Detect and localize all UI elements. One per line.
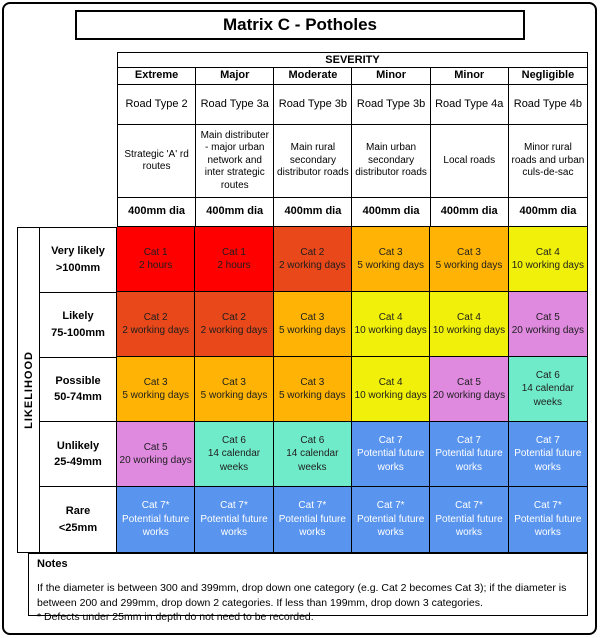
likelihood-header: LIKELIHOOD [22,351,35,429]
cell-response: 2 working days [122,325,190,336]
cell-category: Cat 6 [222,434,246,446]
matrix-cell [430,487,508,552]
road-type-cell: Road Type 3b [274,85,352,124]
cell-response: 2 hours [138,260,173,271]
matrix-cell [117,292,195,357]
matrix-cell [117,487,195,552]
row-label-range: 25-49mm [54,456,102,469]
cell-response: 20 working days [432,390,506,401]
cell-category: Cat 6 [300,434,325,446]
row-label-text: Rare [65,505,91,518]
matrix-cell [352,227,430,292]
cell-category: Cat 7 [457,434,481,446]
matrix-cell [117,227,195,292]
cell-category: Cat 7 [378,434,403,446]
cell-category: Cat 3 [143,376,168,388]
likelihood-row-label [40,293,116,358]
likelihood-row-label [40,228,116,293]
severity-name-cell: Negligible [521,69,575,82]
cell-category: Cat 2 [300,246,325,258]
cell-category: Cat 5 [143,441,168,453]
cell-response: Potential future works [435,513,503,539]
cell-response: 5 working days [278,390,346,401]
cell-response: Potential future works [514,448,582,473]
road-description-cell: Main distributer - major urban network and inter strategic routes [196,125,274,197]
severity-header-table [117,52,588,227]
cell-category: Cat 5 [457,376,481,388]
likelihood-row-label [40,422,116,487]
cell-response: Potential future works [514,513,582,539]
matrix-cell [509,292,587,357]
cell-category: Cat 1 [143,246,168,258]
severity-name-cell: Extreme [118,68,196,84]
matrix-cell [352,357,430,422]
cell-category: Cat 1 [222,246,246,258]
matrix-cell [274,357,352,422]
cell-category: Cat 7* [220,500,248,512]
diameters-row [118,198,587,226]
road-description-cell: Main rural secondary distributor roads [274,125,352,197]
severity-name-cell: Moderate [274,68,352,84]
row-label-text: Unlikely [56,439,100,452]
cell-response: 10 working days [354,325,427,336]
cell-response: 20 working days [119,455,192,466]
page-title: Matrix C - Potholes [223,15,377,34]
road-type-cell: Road Type 3a [196,85,274,124]
cell-response: 14 calendar weeks [207,448,261,473]
matrix-cell [195,487,273,552]
cell-response: 10 working days [511,260,584,271]
likelihood-row-labels [40,227,117,553]
matrix-cell [195,292,273,357]
cell-category: Cat 7* [376,500,405,512]
cell-category: Cat 4 [535,246,560,258]
matrix-cell [352,422,430,487]
matrix-cell [430,357,508,422]
row-label-text: Possible [55,374,101,387]
diameter-cell: 400mm dia [274,198,352,226]
road-description-cell: Minor rural roads and urban culs-de-sac [511,142,585,179]
cell-response: Potential future works [435,448,503,473]
matrix-cell [274,487,352,552]
cell-response: Potential future works [200,513,268,539]
cell-response: 14 calendar weeks [521,383,574,408]
cell-category: Cat 3 [378,246,403,258]
matrix-cell [117,422,195,487]
row-label-range: >100mm [55,261,101,274]
title-box [75,10,525,40]
severity-name-cell: Minor [431,68,509,84]
matrix-cell [430,292,508,357]
matrix-cell [352,487,430,552]
diameter-cell: 400mm dia [196,198,274,226]
cell-response: 10 working days [432,325,506,336]
cell-category: Cat 3 [457,246,481,258]
cell-category: Cat 7 [535,434,560,446]
likelihood-header-box [17,227,40,553]
cell-category: Cat 4 [378,311,403,323]
matrix-cell [117,357,195,422]
cell-category: Cat 7* [141,500,170,512]
cell-response: 10 working days [354,390,427,401]
road-description-cell: Local roads [431,125,509,197]
cell-category: Cat 3 [300,311,325,323]
cell-response: Potential future works [357,513,425,539]
cell-category: Cat 3 [300,376,325,388]
cell-category: Cat 4 [457,311,481,323]
cell-response: 2 working days [200,325,268,336]
row-label-range: <25mm [58,521,98,534]
severity-header: SEVERITY [118,53,587,68]
likelihood-row-label [40,358,116,423]
cell-category: Cat 6 [535,369,560,381]
cell-category: Cat 7* [455,500,483,512]
cell-response: Potential future works [278,513,346,539]
cell-response: Potential future works [357,448,425,473]
cell-category: Cat 2 [222,311,246,323]
severity-names-row [118,68,587,85]
row-label-text: Likely [62,310,94,323]
matrix-cell [195,357,273,422]
road-descriptions-row [118,125,587,198]
row-label-range: 75-100mm [51,326,105,339]
matrix-cell [195,422,273,487]
notes-heading: Notes [37,558,68,570]
matrix-cell [509,422,587,487]
severity-name-cell: Major [196,68,274,84]
matrix-cell [430,227,508,292]
road-types-row [118,85,587,125]
row-label-range: 50-74mm [54,391,102,404]
road-type-cell: Road Type 3b [352,85,430,124]
diameter-cell: 400mm dia [519,205,577,218]
cell-category: Cat 4 [378,376,403,388]
diameter-cell: 400mm dia [431,198,509,226]
matrix-cell [195,227,273,292]
matrix-cell [509,357,587,422]
severity-name-cell: Minor [352,68,430,84]
cell-response: 5 working days [278,325,346,336]
cell-response: 5 working days [200,390,268,401]
notes-box [28,553,588,624]
cell-response: 5 working days [357,260,425,271]
cell-response: 5 working days [435,260,503,271]
cell-response: Potential future works [122,513,190,539]
cell-response: 2 working days [278,260,346,271]
notes-body: If the diameter is between 300 and 399mm, drop down one category (e.g. Cat 2 becomes Cat 3); if the diameter is between 200 and 299mm, drop down 2 categories. If less than 199mm, drop down 3 categories. [37,582,567,609]
diameter-cell: 400mm dia [118,198,196,226]
matrix-cell [274,292,352,357]
likelihood-row-label [40,487,116,552]
matrix-cell [352,292,430,357]
road-description-cell: Main urban secondary distributor roads [352,125,430,197]
cell-category: Cat 2 [143,311,168,323]
cell-category: Cat 7* [533,500,562,512]
cell-category: Cat 3 [222,376,246,388]
notes-asterisk: * Defects under 25mm in depth do not need to be recorded. [37,611,314,624]
cell-response: 14 calendar weeks [286,448,339,473]
matrix-cell [430,422,508,487]
cell-response: 5 working days [122,390,190,401]
matrix-cell [509,227,587,292]
matrix-cell [509,487,587,552]
road-type-cell: Road Type 4a [431,85,509,124]
cell-response: 20 working days [511,325,584,336]
road-description-cell: Strategic 'A' rd routes [118,125,196,197]
road-type-cell: Road Type 2 [118,85,196,124]
road-type-cell: Road Type 4b [513,97,583,110]
cell-category: Cat 7* [298,500,327,512]
cell-category: Cat 5 [535,311,560,323]
matrix-cell [274,227,352,292]
row-label-text: Very likely [51,245,105,258]
diameter-cell: 400mm dia [352,198,430,226]
matrix-cell [274,422,352,487]
cell-response: 2 hours [217,260,251,271]
matrix-grid [117,227,588,553]
